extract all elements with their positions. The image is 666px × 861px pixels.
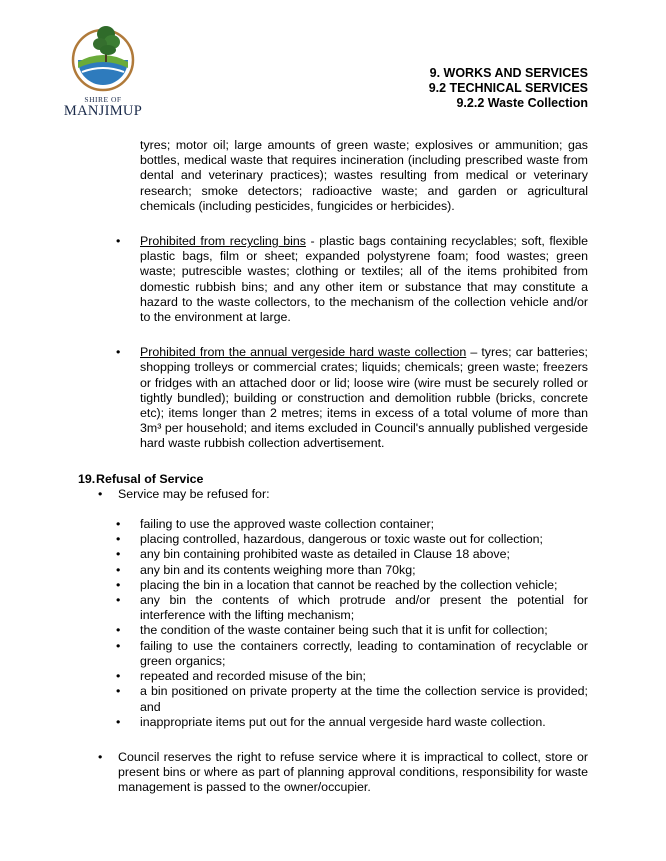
list-item: • the condition of the waste container being such that it is unfit for collection; xyxy=(116,623,548,638)
bullet-vergeside xyxy=(0,345,666,451)
bullet-icon: • xyxy=(116,684,121,699)
continuation-paragraph: tyres; motor oil; large amounts of green waste; explosives or ammunition; gas bottles, medical waste that requires incineration (including prescribed waste from dental and veterinary practices); wastes resulting from medical or veterinary research; smoke detectors; radioactive waste; and garden or agricultural chemicals (including pesticides, fungicides or herbicides). xyxy=(140,138,588,213)
list-item: • any bin and its contents weighing more than 70kg; xyxy=(116,562,416,577)
header-line-2: 9.2 TECHNICAL SERVICES xyxy=(428,81,588,95)
header-line-1: 9. WORKS AND SERVICES xyxy=(429,66,588,80)
bullet-icon: • xyxy=(116,623,121,638)
refusal-list xyxy=(0,517,666,730)
bullet-icon: • xyxy=(98,486,103,501)
page-header xyxy=(429,66,588,111)
list-item: • failing to use the containers correctly, leading to contamination of recyclable or green organics; xyxy=(116,638,588,668)
bullet-icon: • xyxy=(116,562,121,577)
bullet-icon: • xyxy=(116,532,121,547)
bullet-recycling xyxy=(0,234,666,325)
vergeside-label: Prohibited from the annual vergeside hard waste collection xyxy=(140,345,467,360)
bullet-icon: • xyxy=(116,517,121,532)
list-item: • any bin containing prohibited waste as detailed in Clause 18 above; xyxy=(116,547,510,562)
logo-shire-of: SHIRE OF xyxy=(84,95,122,104)
list-item: • placing the bin in a location that cannot be reached by the collection vehicle; xyxy=(116,577,558,592)
bullet-icon: • xyxy=(116,577,121,592)
bullet-icon: • xyxy=(116,593,121,608)
bullet-icon: • xyxy=(98,749,103,764)
vergeside-text: – tyres; car batteries; shopping trolleys or commercial crates; liquids; chemicals; green waste; freezers or fridges with an attached door or lid; loose wire (wire must be securely rolled or tightly bundled); building or construction and demolition rubble (bricks, concrete etc); items longer than 2 metres; items in excess of a total volume of more than 3m³ per household; and items excluded in Council's annually published vergeside hard waste rubbish collection advertisement. xyxy=(140,345,589,451)
document-body xyxy=(0,138,666,796)
section-closing xyxy=(0,750,666,796)
list-item: • repeated and recorded misuse of the bin; xyxy=(116,669,366,684)
bullet-icon: • xyxy=(116,234,121,249)
list-item: • any bin the contents of which protrude and/or present the potential for interference with the lifting mechanism; xyxy=(116,593,588,623)
bullet-icon: • xyxy=(116,345,121,360)
section-title: Refusal of Service xyxy=(96,471,204,486)
section-number: 19. xyxy=(78,471,96,486)
recycling-text: - plastic bags containing recyclables; soft, flexible plastic bags, film or sheet; expanded polystyrene foam; food wastes; green waste; putrescible wastes; clothing or textiles; all of the items prohibited from domestic rubbish bins; and any other item or substance that may constitute a hazard to the waste collectors, to the mechanism of the collection vehicle and/or to the environment at large. xyxy=(140,234,588,325)
recycling-label: Prohibited from recycling bins xyxy=(140,234,306,249)
section-intro-text: Service may be refused for: xyxy=(118,486,270,501)
bullet-icon: • xyxy=(116,547,121,562)
section-closing-text: Council reserves the right to refuse service where it is impractical to collect, store or present bins or where as part of planning approval conditions, responsibility for waste management is passed to the owner/occupier. xyxy=(118,749,588,795)
list-item: • inappropriate items put out for the annual vergeside hard waste collection. xyxy=(116,714,546,729)
section-intro xyxy=(0,487,666,502)
list-item: • a bin positioned on private property at the time the collection service is provided; and xyxy=(116,684,588,714)
logo-name: MANJIMUP xyxy=(63,103,143,119)
bullet-icon: • xyxy=(116,714,121,729)
list-item: • failing to use the approved waste collection container; xyxy=(116,517,435,532)
bullet-icon: • xyxy=(116,638,121,653)
list-item: • placing controlled, hazardous, dangerous or toxic waste out for collection; xyxy=(116,532,543,547)
shire-logo-emblem-icon xyxy=(58,20,148,98)
bullet-icon: • xyxy=(116,669,121,684)
header-line-3: 9.2.2 Waste Collection xyxy=(456,96,588,110)
section-19-heading xyxy=(0,472,666,487)
